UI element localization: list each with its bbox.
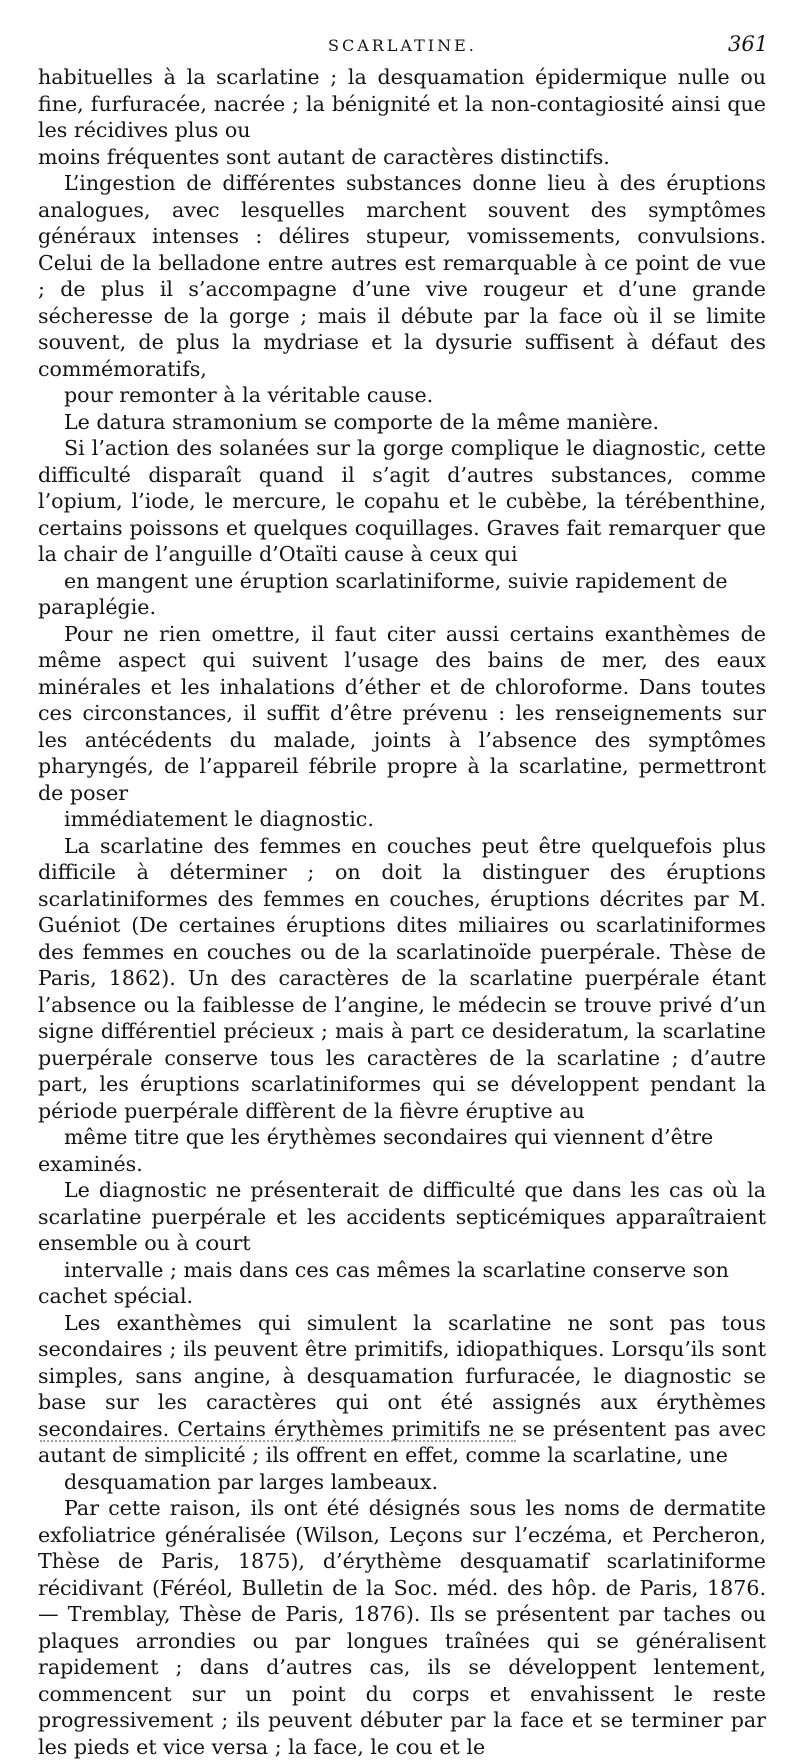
paragraph-text: Les exanthèmes qui simulent la scarlatine ne sont pas tous secondaires ; ils peuvent être primitifs, idiopathiques. Lorsqu’ils sont simples, sans angine, à desquamation furfuracée, le diagnostic se base sur les caractères qui ont été assignés aux érythèmes secondaires. Certains érythèmes primitifs ne se présentent pas avec autant de simplicité ; ils offrent en effet, comme la scarlatine, une	[38, 1310, 766, 1467]
paragraph	[38, 435, 766, 621]
paragraph-text: Pour ne rien omettre, il faut citer aussi certains exanthèmes de même aspect qui suivent l’usage des bains de mer, des eaux minérales et les inhalations d’éther et de chloroforme. Dans toutes ces circonstances, il suffit d’être prévenu : les renseignements sur les antécédents du malade, joints à l’absence des symptômes pharyngés, de l’appareil fébrile propre à la scarlatine, permettront de poser	[38, 621, 766, 805]
page-number: 361	[728, 32, 769, 56]
paragraph-last-line: immédiatement le diagnostic.	[64, 807, 374, 831]
paragraph-last-line: moins fréquentes sont autant de caractères distinctifs.	[38, 144, 610, 169]
paragraph	[38, 833, 766, 1178]
paragraph	[38, 1177, 766, 1310]
paragraph-last-line: pour remonter à la véritable cause.	[64, 383, 434, 407]
paragraph-text: Le diagnostic ne présenterait de difficulté que dans les cas où la scarlatine puerpérale et les accidents septicémiques apparaîtraient ensemble ou à court	[38, 1178, 766, 1255]
paragraph-text: Si l’action des solanées sur la gorge complique le diagnostic, cette difficulté disparaît quand il s’agit d’autres substances, comme l’opium, l’iode, le mercure, le copahu et le cubèbe, la térébenthine, certains poissons et quelques coquillages. Graves fait remarquer que la chair de l’anguille d’Otaïti cause à ceux qui	[38, 436, 766, 566]
paragraph	[38, 409, 766, 436]
running-title: SCARLATINE.	[328, 36, 477, 55]
paragraph-last-line: Le datura stramonium se comporte de la même manière.	[64, 409, 660, 434]
paragraph-text: habituelles à la scarlatine ; la desquamation épidermique nulle ou fine, furfuracée, nacrée ; la bénignité et la non-contagiosité ainsi que les récidives plus ou	[38, 65, 766, 142]
footer-rule	[40, 1440, 516, 1442]
paragraph	[38, 1310, 766, 1496]
paragraph	[38, 170, 766, 409]
body-text	[38, 64, 766, 1760]
paragraph	[38, 64, 766, 170]
paragraph-text: L’ingestion de différentes substances donne lieu à des éruptions analogues, avec lesquelles marchent souvent des symptômes généraux intenses : délires stupeur, vomissements, convulsions. Celui de la belladone entre autres est remarquable à ce point de vue ; de plus il s’accompagne d’une vive rougeur et d’une grande sécheresse de la gorge ; mais il débute par la face où il se limite souvent, de plus la mydriase et la dysurie suffisent à défaut des commémoratifs,	[38, 171, 766, 381]
paragraph-last-line: intervalle ; mais dans ces cas mêmes la scarlatine conserve son cachet spécial.	[38, 1257, 729, 1308]
paragraph	[38, 1495, 766, 1760]
paragraph-text: La scarlatine des femmes en couches peut être quelquefois plus difficile à déterminer ; on doit la distinguer des éruptions scarlatiniformes des femmes en couches, éruptions décrites par M. Guéniot (De certaines éruptions dites miliaires ou scarlatiniformes des femmes en couches ou de la scarlatinoïde puerpérale. Thèse de Paris, 1862). Un des caractères de la scarlatine puerpérale étant l’absence ou la faiblesse de l’angine, le médecin se trouve privé d’un signe différentiel précieux ; mais à part ce desideratum, la scarlatine puerpérale conserve tous les caractères de la scarlatine ; d’autre part, les éruptions scarlatiniformes qui se développent pendant la période puerpérale diffèrent de la fièvre éruptive au	[38, 833, 766, 1123]
paragraph-last-line: en mangent une éruption scarlatiniforme, suivie rapidement de paraplégie.	[38, 568, 728, 619]
running-header	[0, 30, 800, 60]
paragraph-text: Par cette raison, ils ont été désignés sous les noms de dermatite exfoliatrice généralisée (Wilson, Leçons sur l’eczéma, et Percheron, Thèse de Paris, 1875), d’érythème desquamatif scarlatiniforme récidivant (Féréol, Bulletin de la Soc. méd. des hôp. de Paris, 1876. — Tremblay, Thèse de Paris, 1876). Ils se présentent par taches ou plaques arrondies ou par longues traînées qui se généralisent rapidement ; dans d’autres cas, ils se développent lentement, commencent sur un point du corps et envahissent le reste progressivement ; ils peuvent débuter par la face et se terminer par les pieds et vice versa ; la face, le cou et le	[38, 1496, 766, 1759]
paragraph-last-line: desquamation par larges lambeaux.	[64, 1469, 439, 1494]
paragraph	[38, 621, 766, 833]
paragraph-last-line: même titre que les érythèmes secondaires qui viennent d’être examinés.	[38, 1125, 714, 1176]
